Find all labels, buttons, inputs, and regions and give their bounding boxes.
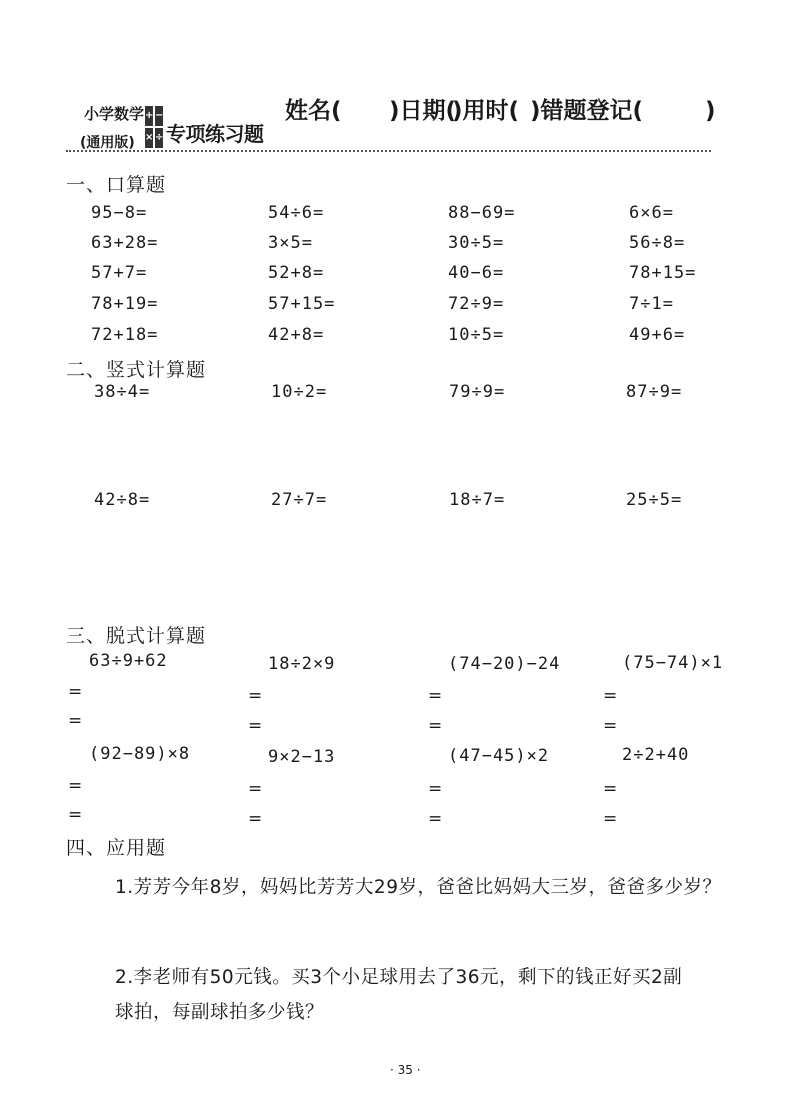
equals-sign: = bbox=[248, 809, 263, 829]
time-field-label: )用时( bbox=[452, 98, 520, 124]
word-problem-2-line1: 2.李老师有50元钱。买3个小足球用去了36元，剩下的钱正好买2副 bbox=[115, 967, 683, 988]
step-calc-item: (74−20)−24 bbox=[448, 654, 561, 674]
vertical-calc-item: 18÷7= bbox=[449, 490, 506, 510]
brand-line2: (通用版) bbox=[80, 135, 135, 151]
calc-item: 63+28= bbox=[91, 233, 159, 253]
calc-item: 88−69= bbox=[448, 203, 516, 223]
error-log-field-label: )错题登记( bbox=[530, 98, 644, 124]
step-calc-item: 2÷2+40 bbox=[622, 745, 690, 765]
equals-sign: = bbox=[603, 779, 618, 799]
student-info-bar bbox=[285, 92, 716, 125]
brand-title: 专项练习题 bbox=[166, 122, 264, 146]
section4-title: 四、应用题 bbox=[66, 837, 167, 859]
section3-title: 三、脱式计算题 bbox=[66, 625, 207, 647]
section2-title: 二、竖式计算题 bbox=[66, 359, 207, 381]
word-problem-2-line2: 球拍，每副球拍多少钱？ bbox=[115, 1002, 325, 1023]
equals-sign: = bbox=[603, 716, 618, 736]
calc-item: 30÷5= bbox=[448, 233, 505, 253]
calc-item: 42+8= bbox=[268, 325, 325, 345]
equals-sign: = bbox=[68, 805, 83, 825]
section1-title: 一、口算题 bbox=[66, 174, 167, 196]
calc-item: 78+19= bbox=[91, 294, 159, 314]
minus-icon: − bbox=[154, 105, 164, 127]
step-calc-item: (75−74)×1 bbox=[622, 653, 724, 673]
date-field-label: )日期( bbox=[389, 98, 457, 124]
equals-sign: = bbox=[428, 716, 443, 736]
vertical-calc-item: 87÷9= bbox=[626, 382, 683, 402]
equals-sign: = bbox=[248, 716, 263, 736]
equals-sign: = bbox=[603, 686, 618, 706]
calc-item: 7÷1= bbox=[629, 294, 674, 314]
equals-sign: = bbox=[428, 686, 443, 706]
calc-item: 78+15= bbox=[629, 263, 697, 283]
equals-sign: = bbox=[428, 809, 443, 829]
vertical-calc-item: 10÷2= bbox=[271, 382, 328, 402]
step-calc-item: (47−45)×2 bbox=[448, 746, 550, 766]
calc-item: 57+7= bbox=[91, 263, 148, 283]
vertical-calc-item: 42÷8= bbox=[94, 490, 151, 510]
divide-icon: ÷ bbox=[154, 127, 164, 149]
equals-sign: = bbox=[68, 776, 83, 796]
step-calc-item: 18÷2×9 bbox=[268, 654, 336, 674]
page-number: · 35 · bbox=[390, 1063, 421, 1077]
step-calc-item: 63÷9+62 bbox=[89, 651, 168, 671]
equals-sign: = bbox=[248, 686, 263, 706]
calc-item: 10÷5= bbox=[448, 325, 505, 345]
vertical-calc-item: 27÷7= bbox=[271, 490, 328, 510]
equals-sign: = bbox=[603, 809, 618, 829]
calc-item: 54÷6= bbox=[268, 203, 325, 223]
calc-item: 3×5= bbox=[268, 233, 313, 253]
brand-line1: 小学数学 bbox=[84, 105, 145, 123]
name-field-label: 姓名( bbox=[285, 98, 342, 124]
vertical-calc-item: 38÷4= bbox=[94, 382, 151, 402]
equals-sign: = bbox=[428, 779, 443, 799]
vertical-calc-item: 25÷5= bbox=[626, 490, 683, 510]
calc-item: 49+6= bbox=[629, 325, 686, 345]
operator-badge-icon bbox=[144, 105, 164, 149]
step-calc-item: 9×2−13 bbox=[268, 747, 336, 767]
calc-item: 95−8= bbox=[91, 203, 148, 223]
word-problem-1: 1.芳芳今年8岁，妈妈比芳芳大29岁，爸爸比妈妈大三岁，爸爸多少岁？ bbox=[115, 877, 722, 898]
equals-sign: = bbox=[68, 711, 83, 731]
calc-item: 72÷9= bbox=[448, 294, 505, 314]
calc-item: 57+15= bbox=[268, 294, 336, 314]
plus-icon: + bbox=[144, 105, 154, 127]
header-divider bbox=[66, 150, 711, 152]
calc-item: 6×6= bbox=[629, 203, 674, 223]
closing-paren: ) bbox=[705, 98, 716, 124]
equals-sign: = bbox=[248, 779, 263, 799]
calc-item: 52+8= bbox=[268, 263, 325, 283]
calc-item: 56÷8= bbox=[629, 233, 686, 253]
calc-item: 72+18= bbox=[91, 325, 159, 345]
times-icon: × bbox=[144, 127, 154, 149]
equals-sign: = bbox=[68, 682, 83, 702]
vertical-calc-item: 79÷9= bbox=[449, 382, 506, 402]
calc-item: 40−6= bbox=[448, 263, 505, 283]
step-calc-item: (92−89)×8 bbox=[89, 744, 191, 764]
